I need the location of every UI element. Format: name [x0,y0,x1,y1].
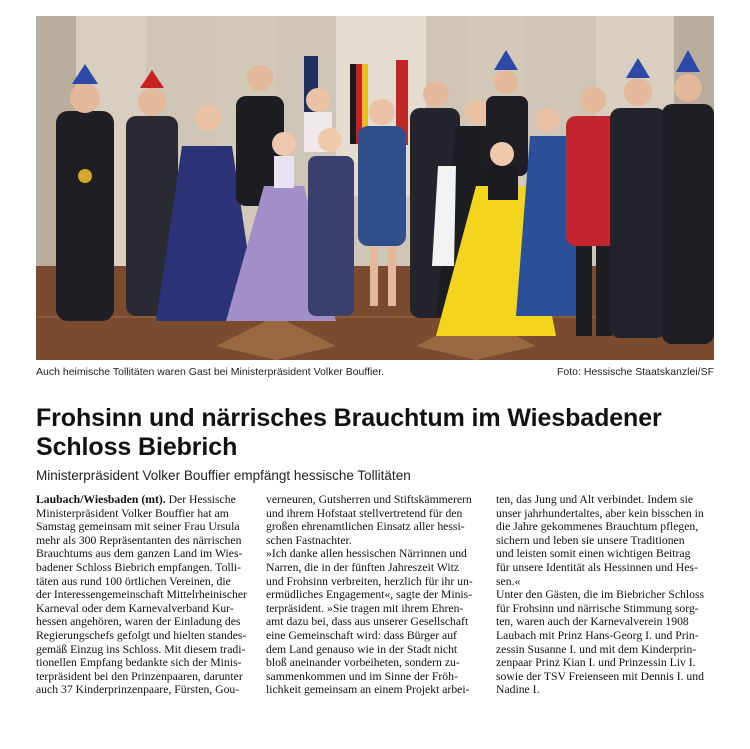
column-line: zenpaar Prinz Kian I. und Prinzessin Liv I. [496,656,696,670]
column-line: täten aus rund 100 örtlichen Vereinen, die [36,574,231,588]
column-line: ten, das Jung und Alt verbindet. Indem sie [496,493,694,506]
column-line: badener Schloss Biebrich empfangen. Tolli- [36,560,242,574]
column-line: Ministerpräsident Volker Bouffier hat am [36,506,229,520]
column-line: Laubach/Wiesbaden (mt). Der Hessische [36,493,236,506]
column-line: Karneval oder dem Karnevalverband Kur- [36,601,234,615]
column-line: Narren, die in der fünften Jahreszeit Witz [266,560,460,574]
article-headline: Frohsinn und närrisches Brauchtum im Wiesbadener Schloss Biebrich [36,404,662,461]
group-photo-illustration [36,16,714,360]
column-line: Unter den Gästen, die im Biebricher Schloss [496,588,705,602]
column-line: und ihrem Hofstaat stellvertretend für den [266,506,463,520]
column-line: ten, waren auch der Karnevalverein 1908 [496,615,689,629]
article-dateline: Laubach/Wiesbaden (mt). [36,493,166,506]
column-line: Laubach mit Prinz Hans-Georg I. und Prin- [496,628,699,642]
column-line: großen ehrenamtlichen Einsatz aller hessi- [266,520,465,534]
article-column-2 [266,493,488,697]
column-line: terpräsident. »Sie tragen mit ihrem Ehren- [266,601,464,615]
column-line: sichern und leben sie unsere Traditionen [496,533,685,547]
article-column-1 [36,493,258,697]
column-line: eine Gemeinschaft wird: dass Bürger auf [266,628,457,642]
column-line: lichkeit gemeinsam an einem Projekt arbei- [266,683,470,697]
column-line: Samstag gemeinsam mit seiner Frau Ursula [36,520,240,534]
photo-caption: Auch heimische Tollitäten waren Gast bei Ministerpräsident Volker Bouffier. [36,366,385,378]
column-line: der Interessengemeinschaft Mittelrheinischer [36,588,247,602]
column-line: bloß aneinander vorbeiheten, sondern zu- [266,656,460,670]
column-line: sammenkommen und im Sinne der Fröh- [266,669,458,683]
column-line: sowie der TSV Freienseen mit Dennis I. und [496,669,704,683]
column-line: für Frohsinn und närrische Stimmung sorg- [496,601,699,615]
photo-caption-row [36,366,714,382]
column-line: die Jahre gekommenes Brauchtum pflegen, [496,520,699,534]
group-photo [36,16,714,360]
column-line: und leisten somit einen wichtigen Beitrag [496,547,691,561]
photo-credit: Foto: Hessische Staatskanzlei/SF [557,366,714,378]
article-column-3 [496,493,718,697]
column-line: für unsere Identität als Hessinnen und Hes- [496,560,698,574]
column-line: schen Fastnachter. [266,533,352,547]
column-line: »Ich danke allen hessischen Närrinnen und [266,547,467,561]
article-subhead: Ministerpräsident Volker Bouffier empfängt hessische Tollitäten [36,468,411,483]
column-line: Nadine I. [496,683,540,697]
column-line: tionellen Empfang bedankte sich der Minis- [36,656,242,670]
column-line: unser jahrhundertaltes, aber kein bisschen in [496,506,704,520]
column-line: verneuren, Gutsherren und Stiftskämmerern [266,493,472,506]
column-line: auch 37 Kinderprinzenpaare, Fürsten, Gou- [36,683,240,697]
column-line: dem Land genauso wie in der Stadt nicht [266,642,458,656]
column-line: gemäß Einzug ins Schloss. Mit diesem tradi- [36,642,246,656]
column-line: amt dazu bei, dass aus unserer Gesellschaft [266,615,469,629]
column-line: mehr als 300 Repräsentanten des närrischen [36,533,242,547]
column-line: terpräsident bei den Prinzenpaaren, darunter [36,669,243,683]
column-line: ermüdliches Engagement«, sagte der Minis- [266,588,473,602]
column-line: sen.« [496,574,521,588]
column-line: Brauchtums aus dem ganzen Land im Wies- [36,547,243,561]
column-line: hessen angehören, waren der Einladung des [36,615,241,629]
column-line: Regierungschefs gefolgt und hielten standes- [36,628,247,642]
column-line: und Frohsinn verbreiten, herzlich für ihr un- [266,574,473,588]
column-line: zessin Susanne I. und mit dem Kinderprin- [496,642,697,656]
